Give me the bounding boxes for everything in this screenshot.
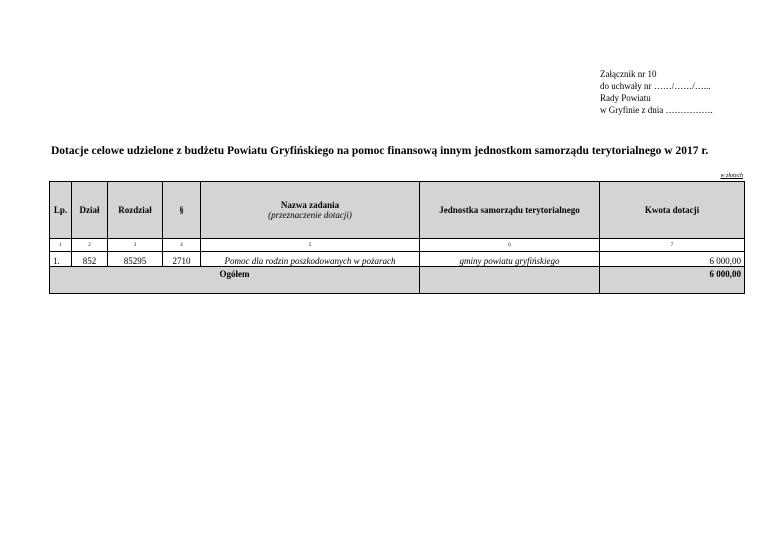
total-label: Ogółem	[50, 267, 420, 294]
cell-paragraf: 2710	[163, 252, 201, 267]
unit-label: w złotych	[720, 173, 743, 179]
table-header-row	[50, 182, 745, 239]
column-number: 2	[72, 239, 108, 252]
annex-header	[600, 68, 713, 116]
header-nazwa-sub: (przeznaczenie dotacji)	[268, 210, 352, 220]
annex-line-4: w Gryfinie z dnia …………….	[600, 105, 713, 115]
cell-lp: 1.	[50, 252, 72, 267]
header-rozdzial: Rozdział	[108, 182, 163, 239]
total-kwota: 6 000,00	[600, 267, 745, 294]
column-number: 3	[108, 239, 163, 252]
annex-line-2: do uchwały nr ……/……/…...	[600, 81, 711, 91]
column-number: 5	[201, 239, 420, 252]
column-number: 7	[600, 239, 745, 252]
grants-table	[49, 181, 745, 294]
header-lp: Lp.	[50, 182, 72, 239]
header-paragraf: §	[163, 182, 201, 239]
header-jednostka: Jednostka samorządu terytorialnego	[420, 182, 600, 239]
cell-jednostka: gminy powiatu gryfińskiego	[420, 252, 600, 267]
header-dzial: Dział	[72, 182, 108, 239]
cell-nazwa: Pomoc dla rodzin poszkodowanych w pożarach	[201, 252, 420, 267]
column-number: 1	[50, 239, 72, 252]
table-row	[50, 252, 745, 267]
annex-line-1: Załącznik nr 10	[600, 69, 657, 79]
header-nazwa-label: Nazwa zadania	[280, 200, 340, 210]
cell-rozdzial: 85295	[108, 252, 163, 267]
annex-line-3: Rady Powiatu	[600, 93, 651, 103]
total-row	[50, 267, 745, 294]
cell-dzial: 852	[72, 252, 108, 267]
header-kwota: Kwota dotacji	[600, 182, 745, 239]
total-empty-cell	[420, 267, 600, 294]
column-number: 6	[420, 239, 600, 252]
document-title: Dotacje celowe udzielone z budżetu Powiatu Gryfińskiego na pomoc finansową innym jednostkom samorządu terytorialnego w 2017 r.	[51, 145, 709, 157]
header-nazwa	[201, 182, 420, 239]
column-number: 4	[163, 239, 201, 252]
cell-kwota: 6 000,00	[600, 252, 745, 267]
column-number-row	[50, 239, 745, 252]
